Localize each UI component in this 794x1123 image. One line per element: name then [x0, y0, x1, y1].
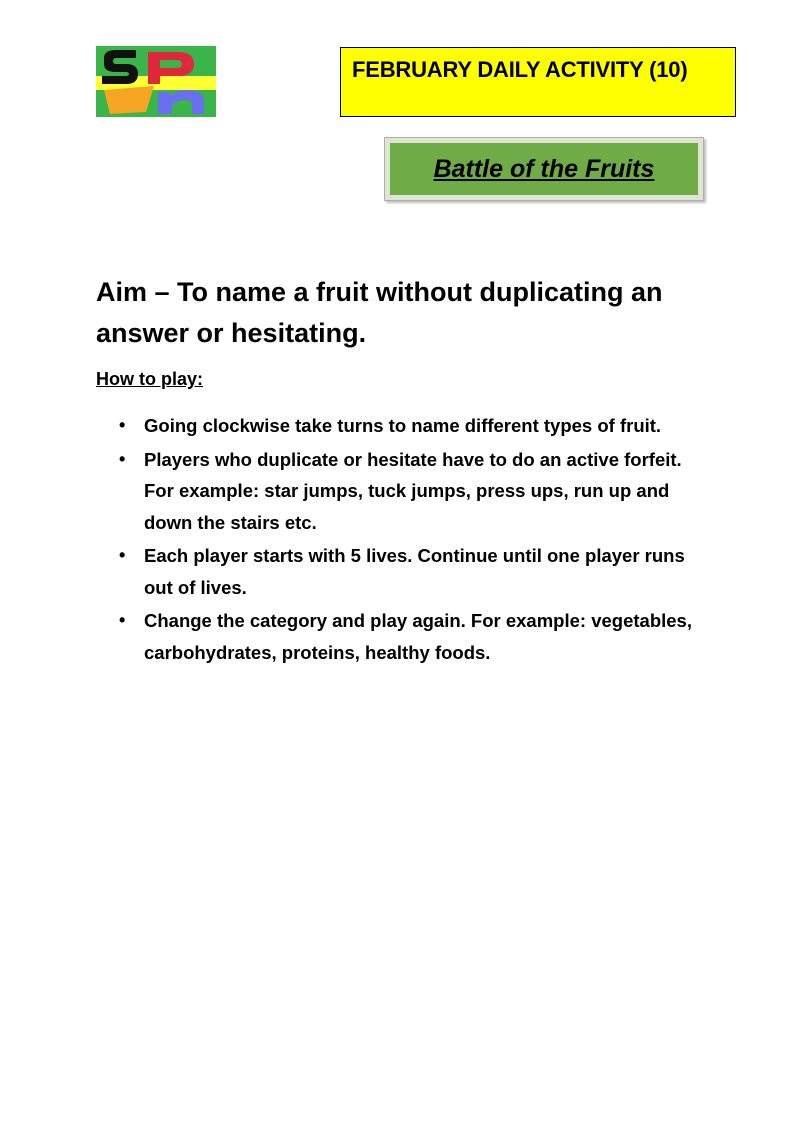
how-to-play-heading: How to play: — [96, 369, 203, 389]
rules-list — [96, 410, 716, 670]
rule-text: Change the category and play again. For example: vegetables, carbohydrates, proteins, healthy foods. — [144, 610, 692, 663]
bullet-dot-icon: • — [119, 610, 126, 630]
spn-logo — [96, 46, 216, 117]
spn-logo-graphic — [96, 46, 216, 117]
activity-header-box — [340, 47, 736, 117]
bullet-dot-icon: • — [119, 545, 126, 565]
activity-title: Battle of the Fruits — [433, 154, 655, 183]
rule-text: Players who duplicate or hesitate have to do an active forfeit. For example: star jumps, tuck jumps, press ups, run up and down the stairs etc. — [144, 448, 682, 533]
list-item — [96, 444, 716, 539]
activity-label: FEBRUARY DAILY ACTIVITY (10) — [352, 57, 688, 82]
title-banner-inner — [390, 143, 698, 195]
list-item — [96, 540, 716, 603]
bullet-dot-icon: • — [119, 415, 126, 435]
bullet-dot-icon: • — [119, 448, 126, 469]
aim-statement: Aim – To name a fruit without duplicating an answer or hesitating. — [96, 277, 663, 348]
title-banner — [384, 137, 704, 201]
rule-text: Going clockwise take turns to name different types of fruit. — [144, 415, 662, 436]
rule-text: Each player starts with 5 lives. Continue until one player runs out of lives. — [144, 545, 685, 598]
list-item — [96, 410, 716, 442]
list-item — [96, 605, 716, 668]
